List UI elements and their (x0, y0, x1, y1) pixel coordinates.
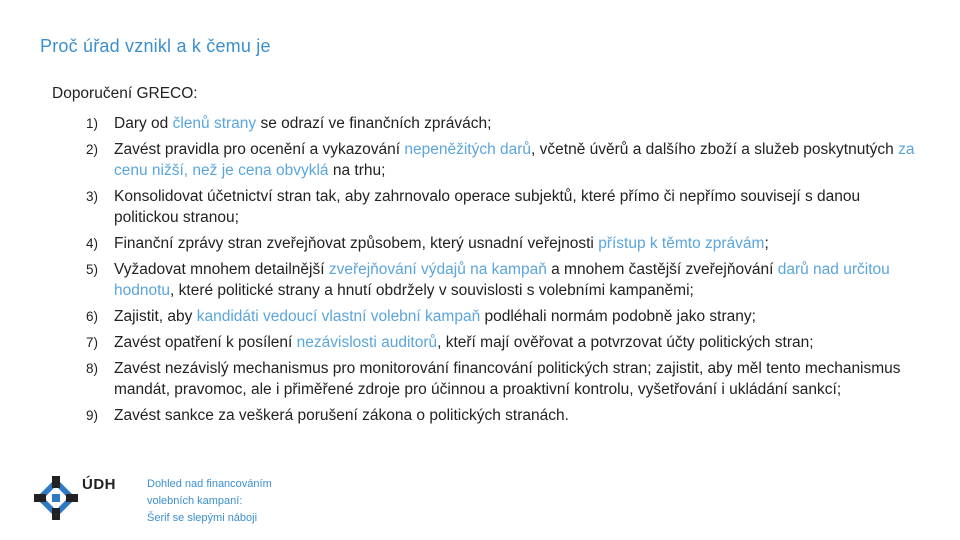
item-number: 9) (86, 408, 99, 423)
footer-line-1: Dohled nad financováním (147, 478, 272, 490)
item-text: podléhali normám podobně jako strany; (480, 308, 756, 325)
recommendation-item (76, 186, 916, 228)
item-number: 2) (86, 142, 99, 157)
highlighted-text: za cenu nižší, než je cena obvyklá (114, 141, 915, 179)
highlighted-text: darů nad určitou hodnotu (114, 261, 890, 299)
highlighted-text: členů strany (172, 115, 257, 132)
item-text: ; (764, 235, 769, 252)
item-text: se odrazí ve finančních zprávách; (256, 115, 492, 132)
item-text: Zavést sankce za veškerá porušení zákona o politických stranách. (114, 407, 569, 424)
item-text: Zavést pravidla pro ocenění a vykazování (114, 141, 405, 158)
item-number: 4) (86, 236, 99, 251)
footer-line-2: volebních kampaní: (147, 495, 243, 507)
item-number: 5) (86, 262, 99, 277)
footer-abbreviation: ÚDH (82, 476, 116, 493)
recommendation-item (76, 139, 916, 181)
footer-line-3: Šerif se slepými náboji (147, 512, 258, 524)
item-text: na trhu; (328, 162, 386, 179)
recommendation-item (76, 233, 916, 254)
item-text: , včetně úvěrů a dalšího zboží a služeb poskytnutých (531, 141, 899, 158)
highlighted-text: přístup k těmto zprávám (598, 235, 765, 252)
recommendation-item (76, 259, 916, 301)
item-text: Dary od (114, 115, 173, 132)
item-text: , které politické strany a hnutí obdržely v souvislosti s volebními kampaněmi; (170, 282, 694, 299)
item-text: Vyžadovat mnohem detailnější (114, 261, 329, 278)
item-text: , kteří mají ověřovat a potvrzovat účty politických stran; (437, 334, 814, 351)
item-text: a mnohem častější zveřejňování (546, 261, 778, 278)
item-text: Zajistit, aby (114, 308, 197, 325)
recommendation-item (76, 113, 916, 134)
recommendation-item (76, 306, 916, 327)
highlighted-text: kandidáti vedoucí vlastní volební kampaň (196, 308, 481, 325)
item-text: Zavést nezávislý mechanismus pro monitorování financování politických stran; zajistit, aby měl tento mechanismus mandát, pravomoc, ale i přiměřené zdroje pro účinnou a proaktivní kontrolu, vyšetřování i ukládání sankcí; (114, 360, 901, 398)
recommendation-item (76, 405, 916, 426)
slide-title: Proč úřad vznikl a k čemu je (40, 36, 271, 56)
recommendation-item (76, 358, 916, 400)
item-text: Zavést opatření k posílení (114, 334, 297, 351)
highlighted-text: zveřejňování výdajů na kampaň (328, 261, 547, 278)
item-text: Konsolidovat účetnictví stran tak, aby zahrnovalo operace subjektů, které přímo či nepřímo souvisejí s danou politickou stranou; (114, 188, 861, 226)
footer-caption (147, 476, 272, 527)
item-number: 8) (86, 361, 99, 376)
item-number: 3) (86, 189, 99, 204)
recommendations-list (76, 113, 916, 431)
item-number: 7) (86, 335, 99, 350)
udh-logo-icon (34, 476, 78, 520)
item-text: Finanční zprávy stran zveřejňovat způsobem, který usnadní veřejnosti (114, 235, 599, 252)
recommendation-item (76, 332, 916, 353)
intro-text: Doporučení GRECO: (52, 85, 198, 102)
highlighted-text: nezávislosti auditorů (296, 334, 438, 351)
item-number: 1) (86, 116, 99, 131)
item-number: 6) (86, 309, 99, 324)
highlighted-text: nepeněžitých darů (404, 141, 532, 158)
